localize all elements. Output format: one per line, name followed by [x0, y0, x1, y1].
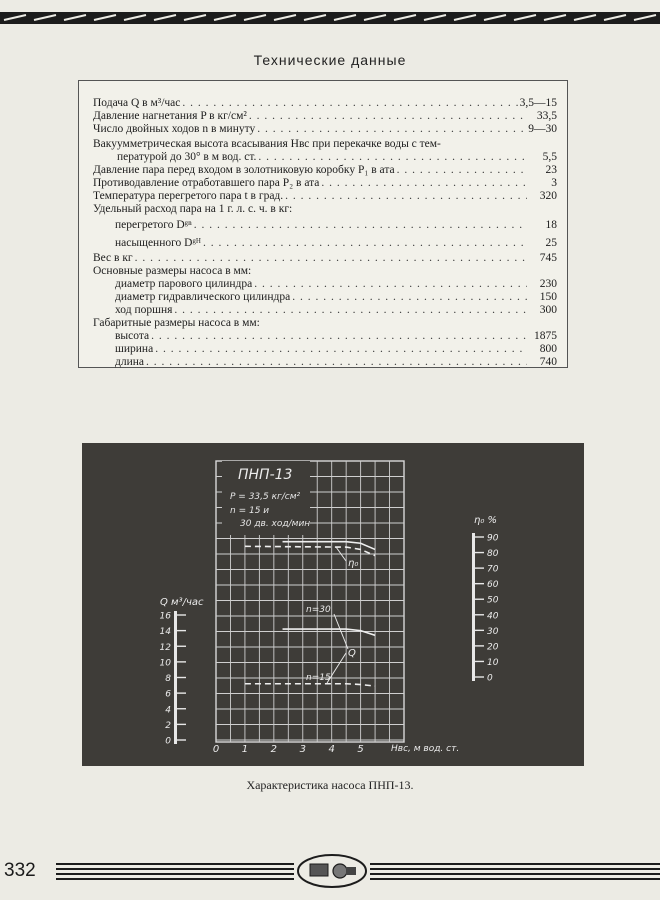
chart-note-pressure: P = 33,5 кг/см² — [230, 492, 301, 502]
chart-note-n: n = 15 и — [230, 506, 270, 516]
spec-value: 150 — [539, 291, 557, 303]
spec-label: диаметр парового цилиндра — [115, 278, 253, 290]
series-line — [245, 684, 375, 686]
spec-value: 300 — [539, 304, 557, 316]
spec-value: 745 — [539, 252, 557, 264]
spec-row-backpressure — [93, 177, 557, 190]
spec-label: Давление пара перед входом в золотниковую коробку P₁ в ата — [93, 164, 395, 176]
pump-emblem-icon — [298, 855, 366, 887]
right-tick-label: 90 — [487, 533, 499, 544]
chart-svg — [82, 443, 584, 766]
spec-label: Противодавление отработавшего пара P₂ в ата — [93, 177, 320, 189]
spec-row-strokes — [93, 123, 557, 136]
spec-label: высота — [115, 330, 150, 342]
spec-label: перегретого Dᵍⁿ — [115, 219, 192, 231]
right-tick-label: 40 — [487, 611, 499, 622]
right-tick-label: 80 — [487, 549, 499, 560]
curve-label-n15: n=15 — [306, 673, 331, 683]
spec-label: Подача Q в м³/час — [93, 97, 181, 109]
spec-row-suction-head: Вакуумметрическая высота всасывания Hвс при перекачке воды с тем- — [93, 138, 441, 150]
left-tick-label: 0 — [165, 736, 171, 747]
spec-row-suction — [93, 151, 557, 164]
spec-label: насыщенного Dᵍᴴ — [115, 237, 201, 249]
right-axis-title: η₀ % — [474, 515, 498, 526]
spec-value: 320 — [539, 190, 557, 202]
chart-title: ПНП-13 — [238, 467, 293, 483]
left-tick-label: 12 — [159, 642, 171, 653]
spec-label: ход поршня — [115, 304, 173, 316]
spec-label: Число двойных ходов n в минуту — [93, 123, 256, 135]
spec-label: Давление нагнетания P в кг/см² — [93, 110, 247, 122]
chart-grid — [174, 461, 484, 744]
spec-value: 18 — [545, 219, 557, 231]
page-number: 332 — [4, 860, 36, 881]
left-tick-label: 6 — [165, 689, 171, 700]
right-tick-label: 60 — [487, 580, 499, 591]
spec-row-length — [93, 356, 557, 369]
figure-caption: Характеристика насоса ПНП-13. — [246, 778, 414, 792]
spec-row-height — [93, 330, 557, 343]
spec-value: 5,5 — [542, 151, 557, 163]
right-tick-label: 50 — [487, 595, 499, 606]
right-tick-label: 20 — [487, 642, 499, 653]
right-axis-strip — [472, 533, 475, 681]
spec-label: диаметр гидравлического цилиндра — [115, 291, 291, 303]
section-title: Технические данные — [253, 52, 407, 68]
spec-value: 1875 — [534, 330, 557, 342]
curve-label-flow: Q — [348, 648, 356, 659]
left-tick-label: 14 — [159, 627, 171, 638]
spec-row-steam-consumption-head: Удельный расход пара на 1 г. л. с. ч. в кг: — [93, 203, 293, 215]
x-tick-label: 3 — [299, 744, 306, 755]
right-tick-label: 30 — [487, 626, 499, 637]
x-tick-label: 2 — [270, 744, 278, 755]
chart-note-strokes: 30 дв. ход/мин — [240, 519, 311, 529]
curve-label-efficiency: η₀ — [348, 558, 359, 569]
spec-label: ширина — [115, 343, 154, 355]
spec-row-weight — [93, 252, 557, 265]
left-tick-label: 10 — [159, 658, 171, 669]
right-tick-label: 10 — [487, 657, 499, 668]
left-axis-title: Q м³/час — [160, 597, 204, 608]
x-tick-label: 0 — [212, 744, 220, 755]
top-decorative-rule — [0, 6, 660, 30]
right-tick-label: 0 — [487, 673, 493, 684]
left-tick-label: 4 — [165, 705, 171, 716]
curve-label-n30: n=30 — [306, 605, 331, 615]
spec-label: Температура перегретого пара t в град. — [93, 190, 284, 202]
x-tick-label: 4 — [328, 744, 335, 755]
spec-value: 740 — [539, 356, 557, 368]
bottom-decorative-rule — [56, 852, 660, 890]
spec-row-stroke — [93, 304, 557, 317]
spec-row-hydraulic-cylinder — [93, 291, 557, 304]
spec-value: 25 — [545, 237, 557, 249]
spec-label: Вес в кг — [93, 252, 133, 264]
spec-value: 3,5—15 — [519, 97, 557, 109]
spec-row-dimensions-head: Основные размеры насоса в мм: — [93, 265, 252, 277]
spec-row-pressure — [93, 110, 557, 123]
series-line — [283, 542, 376, 550]
chart-tick-labels — [160, 534, 499, 756]
spec-value: 800 — [539, 343, 557, 355]
spec-value: 230 — [539, 278, 557, 290]
left-tick-label: 2 — [165, 720, 171, 731]
x-tick-label: 5 — [357, 744, 364, 755]
left-axis-strip — [174, 611, 177, 744]
specifications-table — [78, 80, 568, 368]
spec-row-flow — [93, 97, 557, 110]
spec-row-superheated — [93, 216, 557, 234]
spec-row-saturated — [93, 234, 557, 252]
spec-label: длина — [115, 356, 145, 368]
spec-row-steam-cylinder — [93, 278, 557, 291]
spec-value: 33,5 — [536, 110, 557, 122]
series-line — [283, 629, 376, 635]
spec-row-overall-head: Габаритные размеры насоса в мм: — [93, 317, 260, 329]
spec-row-temperature — [93, 190, 557, 203]
spec-label: пературой до 30° в м вод. ст. — [117, 151, 257, 163]
spec-value: 23 — [545, 164, 557, 176]
right-tick-label: 70 — [487, 564, 499, 575]
x-axis-title: Hвс, м вод. ст. — [391, 744, 460, 754]
pump-characteristic-chart — [82, 443, 584, 766]
x-tick-label: 1 — [241, 744, 249, 755]
left-tick-label: 16 — [159, 611, 171, 622]
spec-value: 9—30 — [528, 123, 557, 135]
left-tick-label: 8 — [165, 674, 171, 684]
spec-value: 3 — [551, 177, 557, 189]
spec-row-width — [93, 343, 557, 356]
spec-row-steam-pressure — [93, 164, 557, 177]
